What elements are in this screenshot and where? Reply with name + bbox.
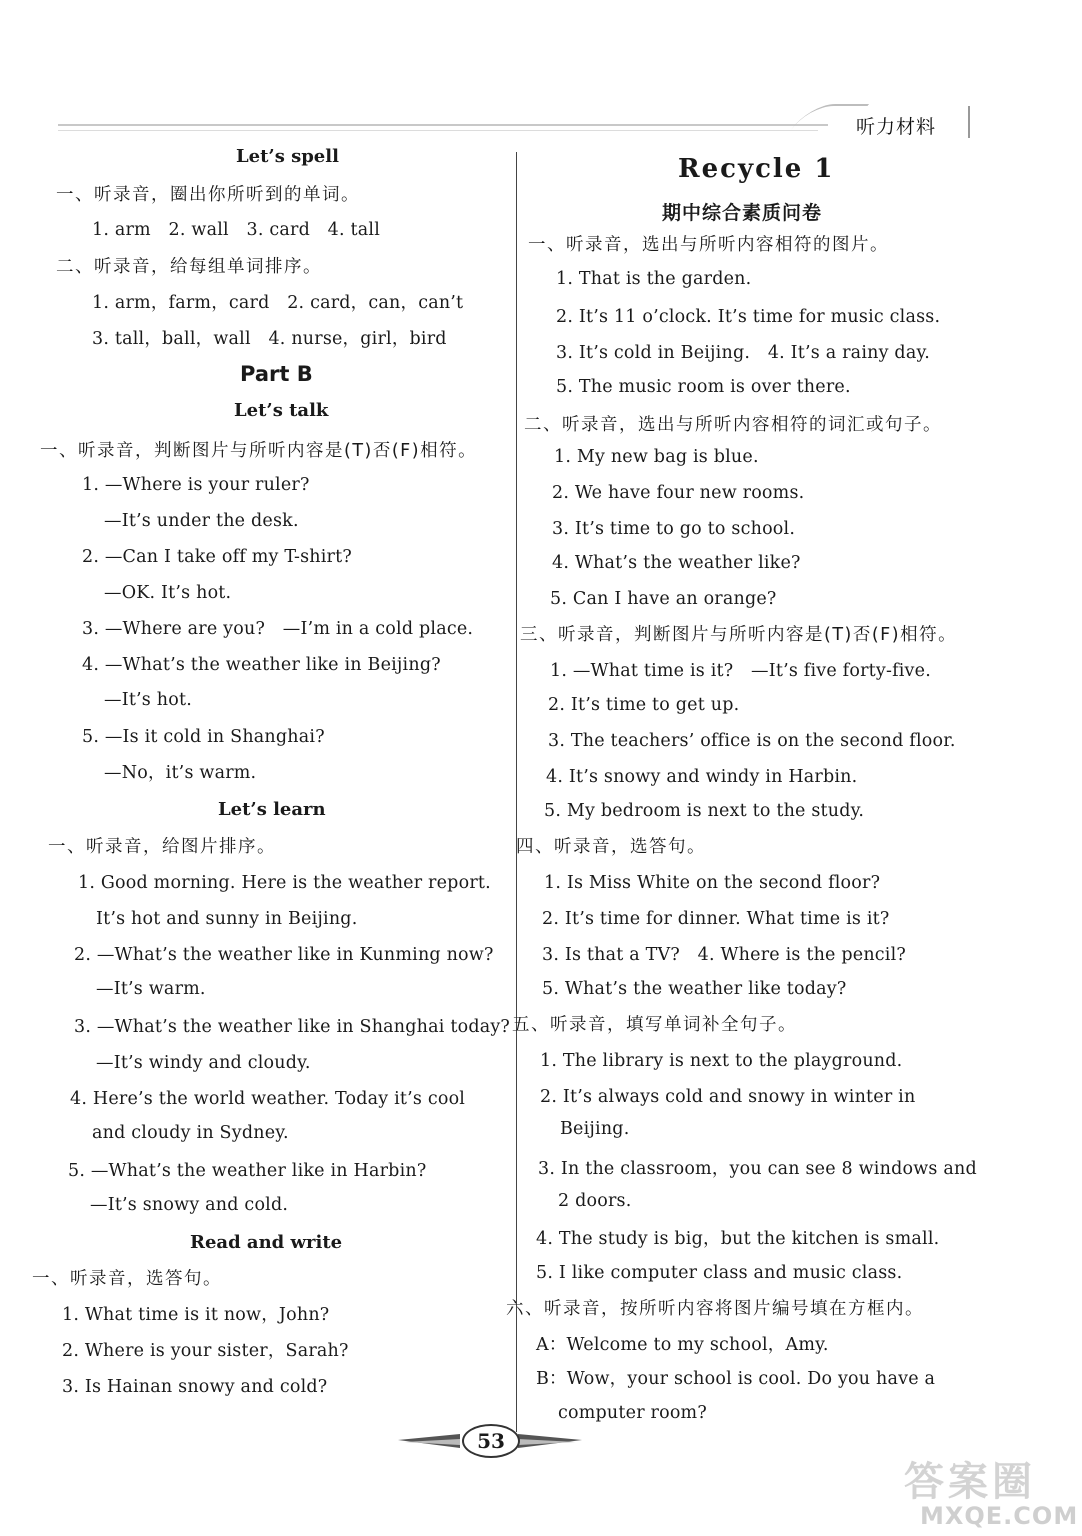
q6-line: computer room?	[558, 1403, 707, 1423]
talk-line: —OK. It’s hot.	[104, 583, 232, 603]
spell-q1-title: 一、听录音，圈出你所听到的单词。	[56, 185, 360, 205]
q1-line: 1. That is the garden.	[556, 269, 752, 289]
q3-line: 3. The teachers’ office is on the second floor.	[548, 731, 956, 751]
talk-line: 1. —Where is your ruler?	[82, 475, 310, 495]
q5-title: 五、听录音，填写单词补全句子。	[512, 1015, 797, 1035]
q4-title: 四、听录音，选答句。	[516, 837, 706, 857]
learn-line: 2. —What’s the weather like in Kunming now?	[74, 945, 494, 965]
q1-title: 一、听录音，选出与所听内容相符的图片。	[528, 235, 889, 255]
learn-line: —It’s windy and cloudy.	[96, 1053, 311, 1073]
watermark-bottom: MXQE.COM	[920, 1502, 1079, 1530]
read-line: 1. What time is it now，John?	[62, 1305, 330, 1325]
talk-line: 4. —What’s the weather like in Beijing?	[82, 655, 441, 675]
spell-q1-line: 1. arm 2. wall 3. card 4. tall	[92, 220, 380, 240]
talk-line: —No，it’s warm.	[104, 763, 257, 783]
heading-lets-talk: Let’s talk	[234, 400, 329, 421]
watermark-top: 答案圈	[904, 1459, 1036, 1505]
learn-line: —It’s snowy and cold.	[90, 1195, 289, 1215]
q5-line: 5. I like computer class and music class.	[536, 1263, 903, 1283]
q2-line: 1. My new bag is blue.	[554, 447, 759, 467]
spell-q2-title: 二、听录音，给每组单词排序。	[56, 257, 322, 277]
q2-line: 2. We have four new rooms.	[552, 483, 805, 503]
heading-lets-spell: Let’s spell	[236, 146, 339, 167]
q2-title: 二、听录音，选出与所听内容相符的词汇或句子。	[524, 415, 942, 435]
q1-line: 5. The music room is over there.	[556, 377, 851, 397]
q4-line: 2. It’s time for dinner. What time is it?	[542, 909, 890, 929]
page-number-badge	[398, 1422, 582, 1462]
talk-line: 5. —Is it cold in Shanghai?	[82, 727, 325, 747]
exam-title: 期中综合素质问卷	[662, 202, 823, 224]
learn-line: and cloudy in Sydney.	[92, 1123, 289, 1143]
q3-title: 三、听录音，判断图片与所听内容是(T)否(F)相符。	[520, 625, 958, 645]
read-line: 2. Where is your sister，Sarah?	[62, 1341, 349, 1361]
q3-line: 1. —What time is it? —It’s five forty-five.	[550, 661, 931, 681]
q5-line: 4. The study is big，but the kitchen is small.	[536, 1229, 940, 1249]
read-q1-title: 一、听录音，选答句。	[32, 1269, 222, 1289]
q5-line: 3. In the classroom，you can see 8 windows and	[538, 1159, 977, 1179]
learn-line: 1. Good morning. Here is the weather report.	[78, 873, 491, 893]
heading-part-b: Part B	[240, 362, 313, 386]
spell-q2-line-2: 3. tall，ball，wall 4. nurse，girl，bird	[92, 329, 447, 349]
learn-line: 5. —What’s the weather like in Harbin?	[68, 1161, 427, 1181]
q1-line: 3. It’s cold in Beijing. 4. It’s a rainy day.	[556, 343, 930, 363]
talk-line: 2. —Can I take off my T-shirt?	[82, 547, 352, 567]
q5-line: 2. It’s always cold and snowy in winter in	[540, 1087, 916, 1107]
header-rule-secondary	[58, 130, 818, 131]
learn-q1-title: 一、听录音，给图片排序。	[48, 837, 276, 857]
q4-line: 1. Is Miss White on the second floor?	[544, 873, 881, 893]
learn-line: —It’s warm.	[96, 979, 206, 999]
header-rule	[58, 124, 828, 126]
q6-line: B：Wow，your school is cool. Do you have a	[536, 1369, 936, 1389]
q6-title: 六、听录音，按所听内容将图片编号填在方框内。	[506, 1299, 924, 1319]
talk-q1-title: 一、听录音，判断图片与所听内容是(T)否(F)相符。	[40, 441, 478, 461]
q4-line: 5. What’s the weather like today?	[542, 979, 847, 999]
q6-line: A：Welcome to my school，Amy.	[536, 1335, 829, 1355]
q1-line: 2. It’s 11 o’clock. It’s time for music class.	[556, 307, 941, 327]
header-vertical-bar	[968, 106, 970, 138]
heading-recycle-1: Recycle 1	[678, 154, 835, 184]
heading-lets-learn: Let’s learn	[218, 799, 326, 820]
watermark-logo	[894, 1448, 1079, 1534]
q5-line: 1. The library is next to the playground.	[540, 1051, 903, 1071]
q3-line: 2. It’s time to get up.	[548, 695, 740, 715]
q2-line: 3. It’s time to go to school.	[552, 519, 796, 539]
read-line: 3. Is Hainan snowy and cold?	[62, 1377, 328, 1397]
q3-line: 5. My bedroom is next to the study.	[544, 801, 865, 821]
talk-line: —It’s hot.	[104, 690, 192, 710]
learn-line: 3. —What’s the weather like in Shanghai today?	[74, 1017, 511, 1037]
talk-line: 3. —Where are you? —I’m in a cold place.	[82, 619, 474, 639]
q4-line: 3. Is that a TV? 4. Where is the pencil?	[542, 945, 906, 965]
q2-line: 5. Can I have an orange?	[550, 589, 777, 609]
heading-read-and-write: Read and write	[190, 1232, 343, 1253]
column-divider	[516, 152, 517, 1432]
q5-line: 2 doors.	[558, 1191, 632, 1211]
spell-q2-line-1: 1. arm，farm，card 2. card，can，can’t	[92, 293, 464, 313]
q2-line: 4. What’s the weather like?	[552, 553, 801, 573]
learn-line: It’s hot and sunny in Beijing.	[96, 909, 358, 929]
talk-line: —It’s under the desk.	[104, 511, 299, 531]
page-header-title: 听力材料	[856, 116, 937, 138]
q3-line: 4. It’s snowy and windy in Harbin.	[546, 767, 858, 787]
page-number: 53	[462, 1424, 520, 1458]
learn-line: 4. Here’s the world weather. Today it’s cool	[70, 1089, 466, 1109]
q5-line: Beijing.	[560, 1119, 630, 1139]
